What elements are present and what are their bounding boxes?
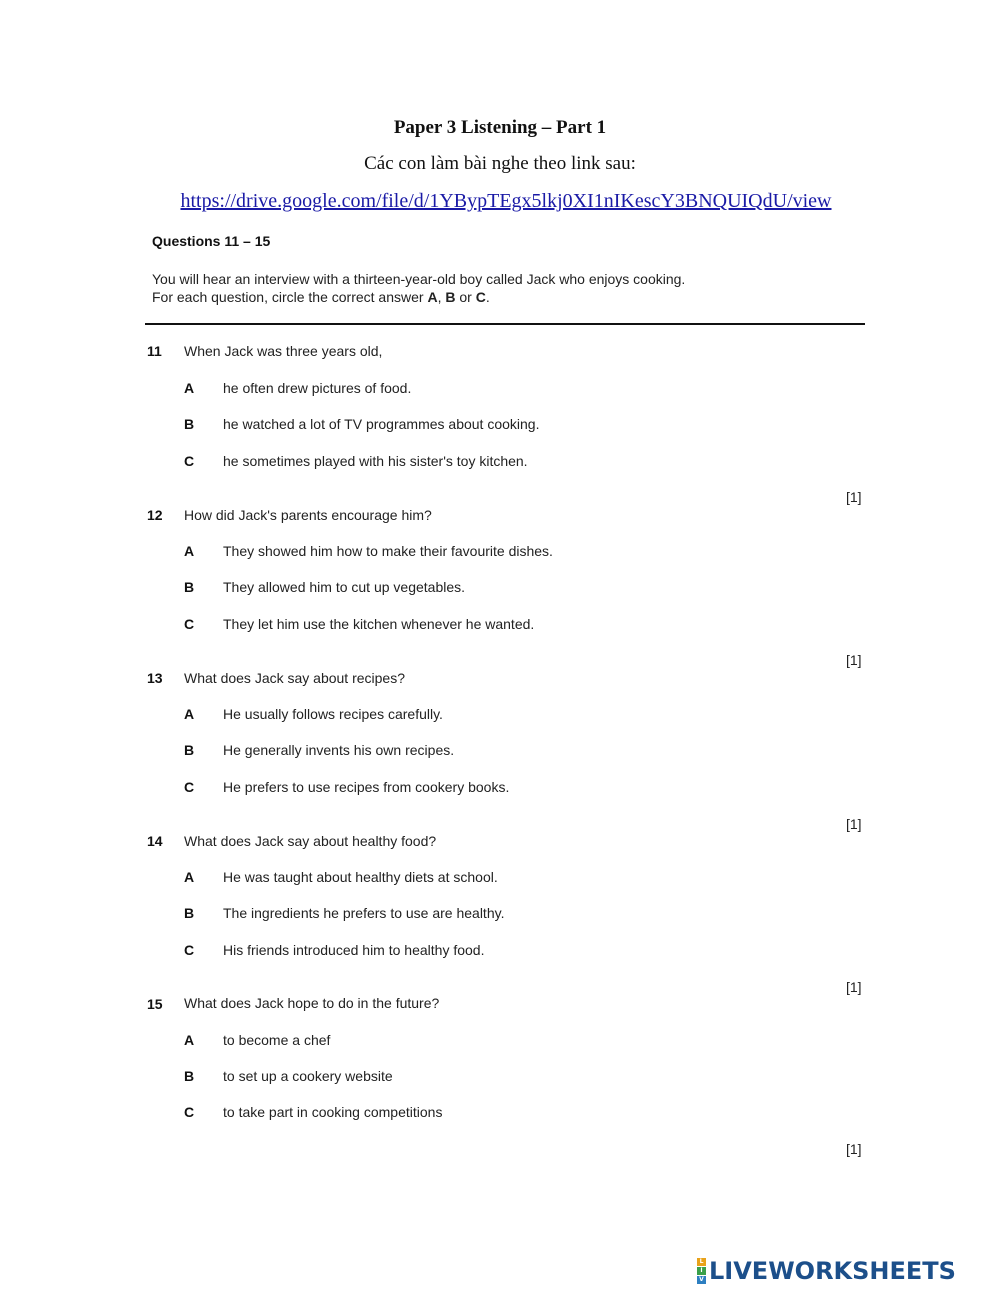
- question-text: What does Jack say about healthy food?: [184, 833, 437, 849]
- question-text: When Jack was three years old,: [184, 343, 383, 359]
- option-text[interactable]: They allowed him to cut up vegetables.: [223, 579, 466, 595]
- question-text: What does Jack say about recipes?: [184, 670, 406, 686]
- instruction-line-2: For each question, circle the correct answer A, B or C.: [152, 289, 490, 305]
- option-text[interactable]: to become a chef: [223, 1032, 331, 1048]
- mark-label: [1]: [846, 1141, 862, 1157]
- question-number: 14: [147, 833, 163, 849]
- option-letter[interactable]: B: [184, 579, 195, 595]
- option-text[interactable]: He usually follows recipes carefully.: [223, 706, 443, 722]
- option-letter[interactable]: B: [184, 1068, 195, 1084]
- questions-heading: Questions 11 – 15: [152, 233, 271, 249]
- option-letter[interactable]: C: [184, 616, 195, 632]
- logo-mark-icon: [697, 1258, 706, 1284]
- option-letter[interactable]: B: [184, 416, 195, 432]
- instructions: [152, 270, 685, 306]
- mark-label: [1]: [846, 816, 862, 832]
- option-text[interactable]: to set up a cookery website: [223, 1068, 393, 1084]
- mark-label: [1]: [846, 652, 862, 668]
- option-letter[interactable]: A: [184, 543, 195, 559]
- mark-label: [1]: [846, 979, 862, 995]
- page-title: Paper 3 Listening – Part 1: [393, 117, 607, 138]
- question-number: 15: [147, 996, 163, 1012]
- audio-link[interactable]: https://drive.google.com/file/d/1YBypTEgx5lkj0XI1nIKescY3BNQUIQdU/view: [180, 190, 832, 212]
- option-text[interactable]: He generally invents his own recipes.: [223, 742, 455, 758]
- option-letter[interactable]: C: [184, 779, 195, 795]
- logo-block: I: [697, 1267, 706, 1275]
- instruction-line-1: You will hear an interview with a thirteen-year-old boy called Jack who enjoys cooking.: [152, 271, 686, 287]
- option-letter[interactable]: B: [184, 905, 195, 921]
- logo-text: LIVEWORKSHEETS: [709, 1257, 956, 1285]
- option-letter[interactable]: C: [184, 942, 195, 958]
- option-text[interactable]: to take part in cooking competitions: [223, 1104, 443, 1120]
- option-text[interactable]: he watched a lot of TV programmes about cooking.: [223, 416, 540, 432]
- option-letter[interactable]: C: [184, 453, 195, 469]
- question-text: What does Jack hope to do in the future?: [184, 995, 440, 1011]
- option-letter[interactable]: A: [184, 706, 195, 722]
- option-text[interactable]: He prefers to use recipes from cookery books.: [223, 779, 510, 795]
- question-text: How did Jack's parents encourage him?: [184, 507, 432, 523]
- option-letter[interactable]: A: [184, 1032, 195, 1048]
- option-text[interactable]: They let him use the kitchen whenever he wanted.: [223, 616, 535, 632]
- option-text[interactable]: He was taught about healthy diets at school.: [223, 869, 498, 885]
- question-number: 12: [147, 507, 163, 523]
- option-letter[interactable]: A: [184, 869, 195, 885]
- option-text[interactable]: he sometimes played with his sister's toy kitchen.: [223, 453, 528, 469]
- option-text[interactable]: His friends introduced him to healthy food.: [223, 942, 485, 958]
- logo-block: V: [697, 1276, 706, 1284]
- question-number: 13: [147, 670, 163, 686]
- divider-rule: [145, 323, 865, 325]
- liveworksheets-logo: [697, 1256, 956, 1286]
- option-text[interactable]: he often drew pictures of food.: [223, 380, 412, 396]
- option-letter[interactable]: A: [184, 380, 195, 396]
- question-number: 11: [147, 343, 162, 359]
- option-letter[interactable]: B: [184, 742, 195, 758]
- logo-block: L: [697, 1258, 706, 1266]
- option-letter[interactable]: C: [184, 1104, 195, 1120]
- page-subtitle: Các con làm bài nghe theo link sau:: [364, 153, 636, 174]
- option-text[interactable]: They showed him how to make their favourite dishes.: [223, 543, 553, 559]
- mark-label: [1]: [846, 489, 862, 505]
- option-text[interactable]: The ingredients he prefers to use are healthy.: [223, 905, 505, 921]
